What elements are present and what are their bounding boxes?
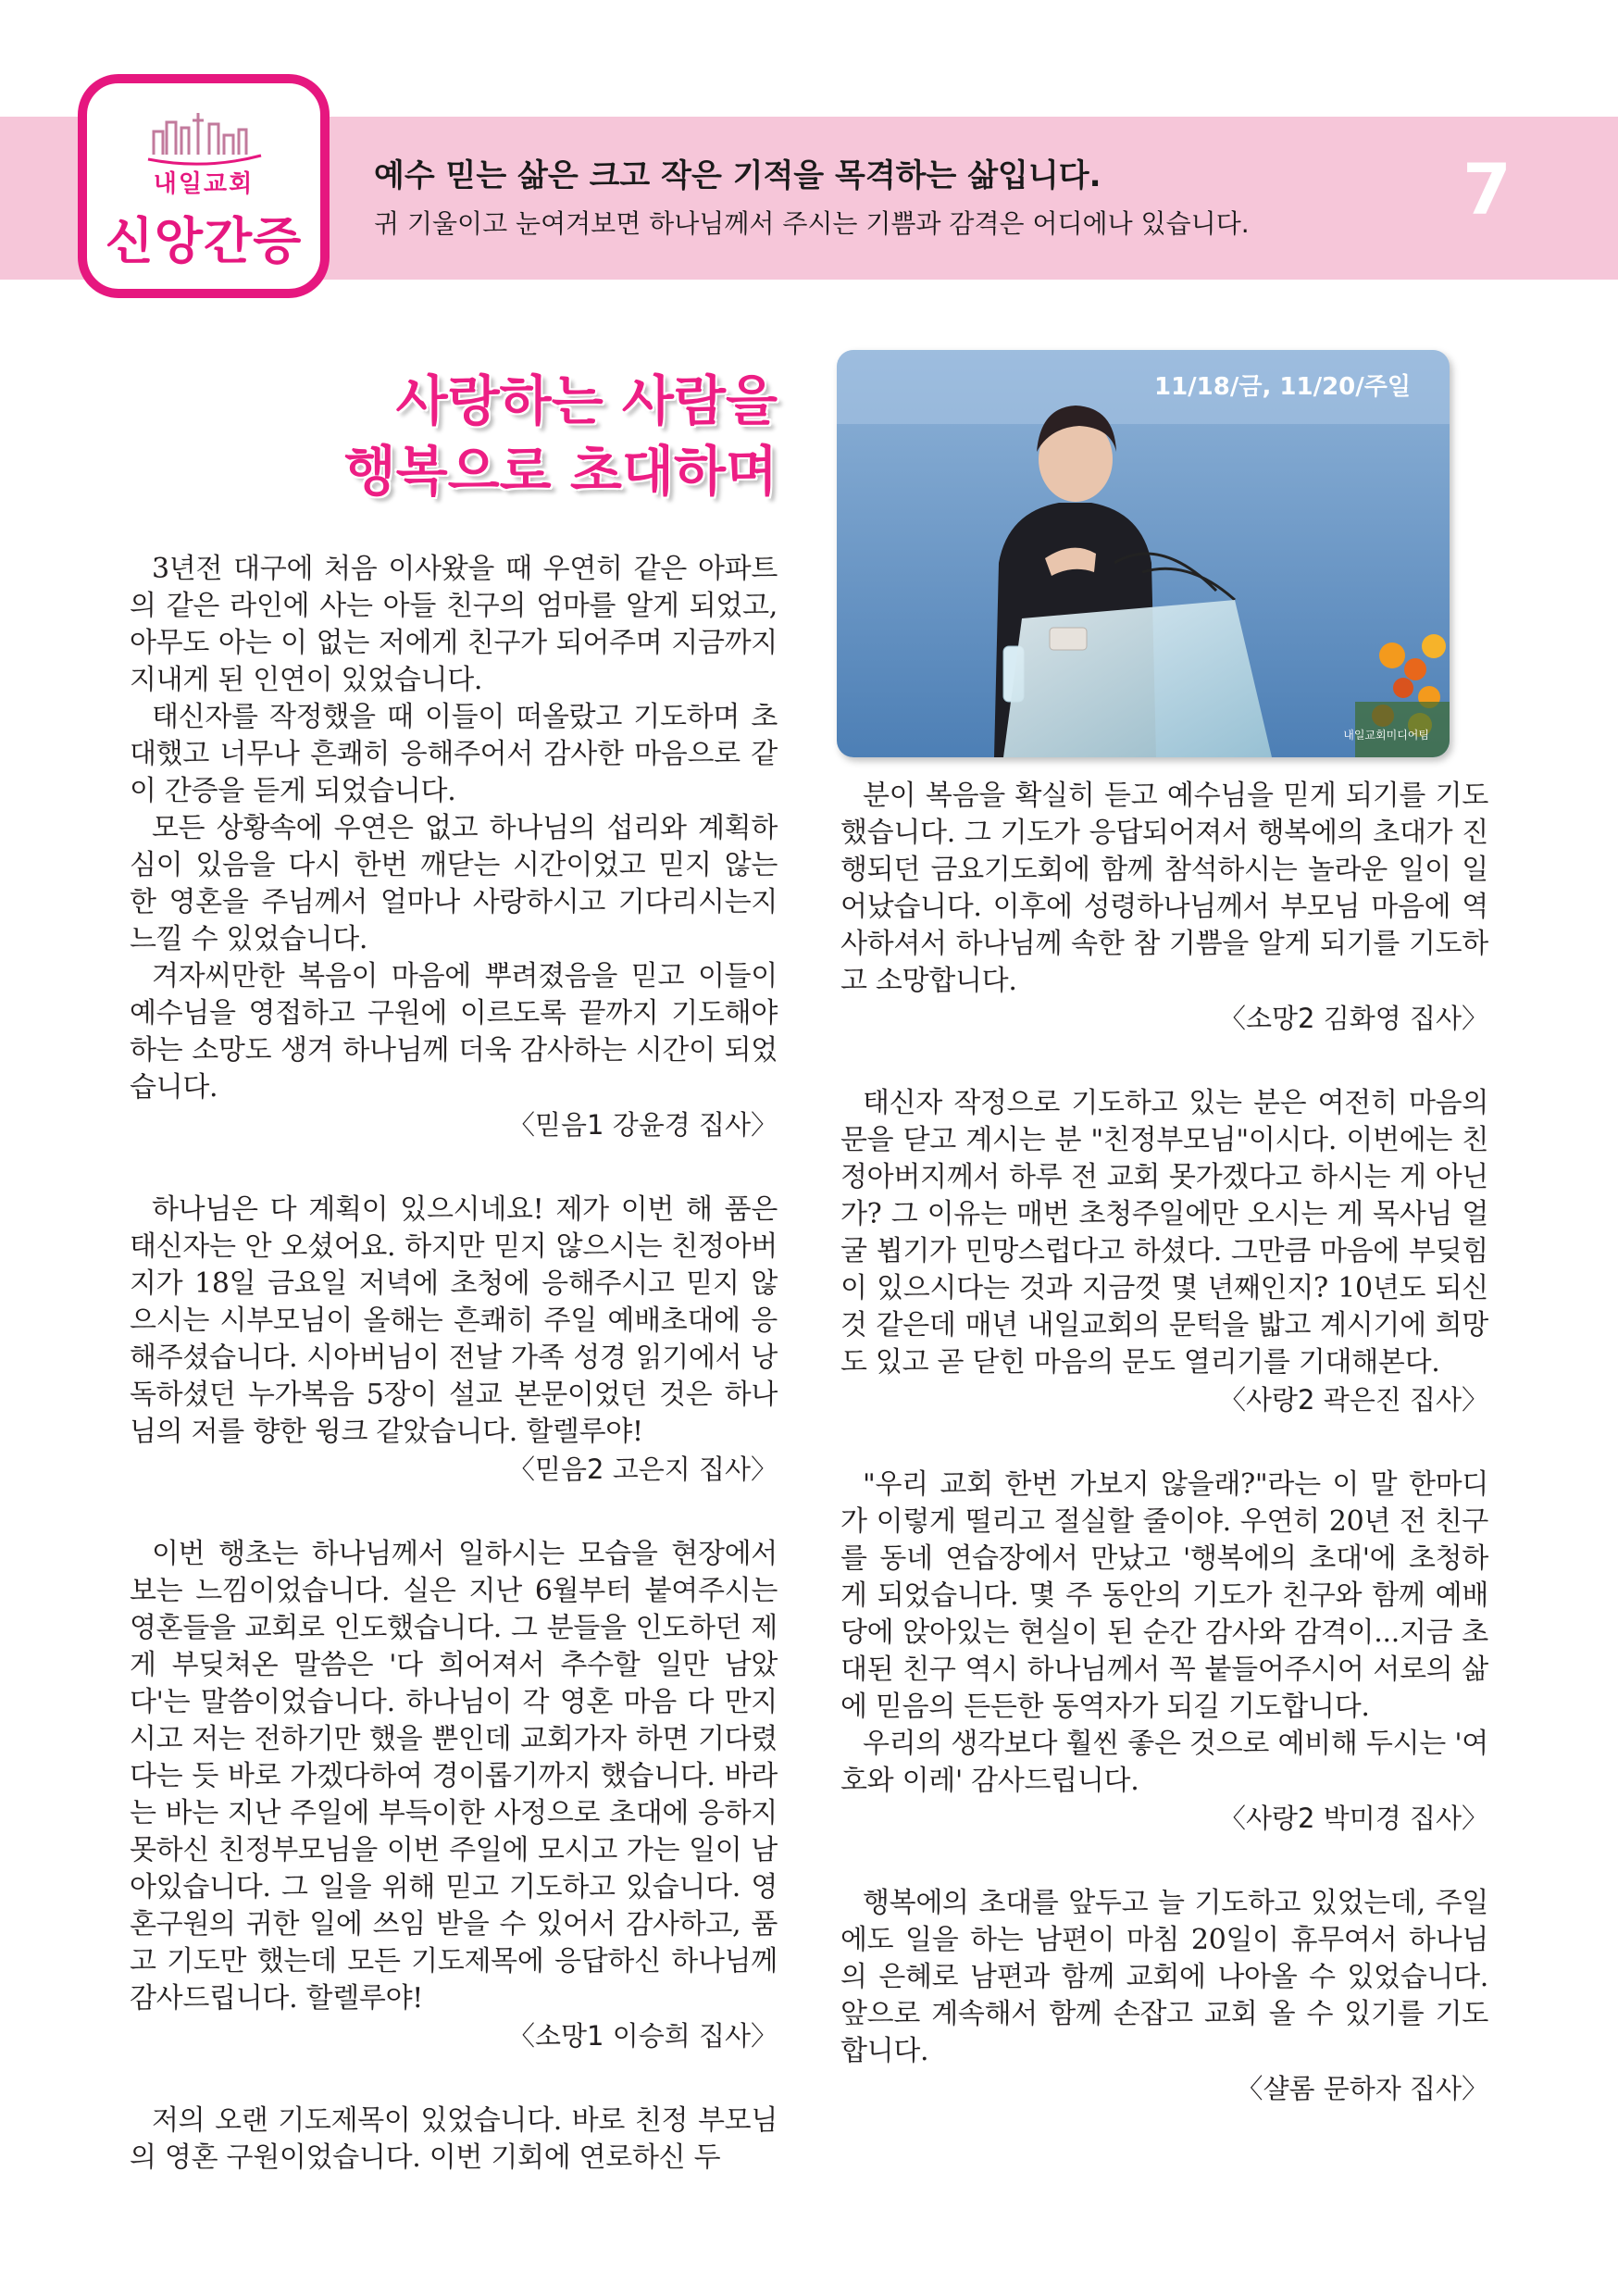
testimony-section [130,551,778,1143]
page-subline: 귀 기울이고 눈여겨보면 하나님께서 주시는 기쁨과 감격은 어디에나 있습니다. [374,208,1250,239]
speaker-photo-illustration [837,350,1450,757]
testimony-signature: 〈소망1 이승희 집사〉 [508,2020,778,2052]
testimony-paragraph: 우리의 생각보다 훨씬 좋은 것으로 예비해 두시는 '여호와 이레' 감사드립니다. [840,1728,1488,1797]
testimony-paragraph: 저의 오랜 기도제목이 있었습니다. 바로 친정 부모님의 영혼 구원이었습니다. 이번 기회에 연로하신 두 [130,2104,778,2174]
testimony-paragraph: 태신자를 작정했을 때 이들이 떠올랐고 기도하며 초대했고 너무나 흔쾌히 응해주어서 감사한 마음으로 같이 간증을 듣게 되었습니다. [130,701,778,807]
testimony-paragraph: 행복에의 초대를 앞두고 늘 기도하고 있었는데, 주일에도 일을 하는 남편이 마침 20일이 휴무여서 하나님의 은혜로 남편과 함께 교회에 나아올 수 있었습니다. 앞으로 계속해서 함께 손잡고 교회 올 수 있기를 기도합니다. [840,1887,1488,2067]
testimony-paragraph: 하나님은 다 계획이 있으시네요! 제가 이번 해 품은 태신자는 안 오셨어요. 하지만 믿지 않으시는 친정아버지가 18일 금요일 저녁에 초청에 응해주시고 믿지 않으시는 시부모님이 올해는 흔쾌히 주일 예배초대에 응해주셨습니다. 시아버님이 전날 가족 성경 읽기에서 낭독하셨던 누가복음 5장이 설교 본문이었던 것은 하나님의 저를 향한 윙크 같았습니다. 할렐루야! [130,1193,778,1448]
testimony-paragraph: 분이 복음을 확실히 듣고 예수님을 믿게 되기를 기도했습니다. 그 기도가 응답되어져서 행복에의 초대가 진행되던 금요기도회에 함께 참석하시는 놀라운 일이 일어났습니다. 이후에 성령하나님께서 부모님 마음에 역사하셔서 하나님께 속한 참 기쁨을 알게 되기를 기도하고 소망합니다. [840,780,1488,997]
right-column [840,778,1488,2155]
testimony-section [840,1085,1488,1418]
church-name: 내일교회 [153,170,255,198]
article-title-line-1: 사랑하는 사람을 [395,369,778,432]
testimony-section [130,1192,778,1488]
testimony-section [840,1466,1488,1837]
page-number: 7 [1462,148,1512,231]
testimony-signature: 〈사랑2 박미경 집사〉 [1219,1803,1488,1834]
testimony-paragraph: 겨자씨만한 복음이 마음에 뿌려졌음을 믿고 이들이 예수님을 영접하고 구원에 이르도록 끝까지 기도해야 하는 소망도 생겨 하나님께 더욱 감사하는 시간이 되었습니다. [130,960,778,1104]
testimony-signature: 〈소망2 김화영 집사〉 [1219,1003,1488,1034]
section-badge [78,74,330,298]
testimony-signature: 〈믿음2 고은지 집사〉 [508,1454,778,1485]
podium [1003,600,1272,757]
left-column [130,551,778,2177]
photo-banner-text: 11/18/금, 11/20/주일 [1154,373,1411,401]
speaker-photo [837,350,1450,757]
testimony-section [130,2103,778,2177]
testimony-paragraph: "우리 교회 한번 가보지 않을래?"라는 이 말 한마디가 이렇게 떨리고 절실할 줄이야. 우연히 20년 전 친구를 동네 연습장에서 만났고 '행복에의 초대'에 초청하게 되었습니다. 몇 주 동안의 기도가 친구와 함께 예배당에 앉아있는 현실이 된 순간 감사와 감격이...지금 초대된 친구 역시 하나님께서 꼭 붙들어주시어 서로의 삶에 믿음의 든든한 동역자가 되길 기도합니다. [840,1468,1488,1723]
photo-watermark: 내일교회미디어팀 [1343,729,1429,742]
church-logo-icon [144,104,265,168]
testimony-section [840,1885,1488,2107]
testimony-signature: 〈샬롬 문하자 집사〉 [1236,2073,1488,2104]
testimony-paragraph: 모든 상황속에 우연은 없고 하나님의 섭리와 계획하심이 있음을 다시 한번 깨닫는 시간이었고 믿지 않는 한 영혼을 주님께서 얼마나 사랑하시고 기다리시는지 느낄 수 있었습니다. [130,812,778,955]
section-label: 신앙간증 [105,212,303,270]
article-title-line-2: 행복으로 초대하며 [343,440,778,503]
testimony-section [130,1536,778,2054]
page-headline: 예수 믿는 삶은 크고 작은 기적을 목격하는 삶입니다. [374,157,1101,194]
testimony-signature: 〈사랑2 곽은진 집사〉 [1219,1384,1488,1416]
testimony-signature: 〈믿음1 강윤경 집사〉 [508,1109,778,1141]
testimony-section [840,778,1488,1037]
testimony-paragraph: 3년전 대구에 처음 이사왔을 때 우연히 같은 아파트의 같은 라인에 사는 아들 친구의 엄마를 알게 되었고, 아무도 아는 이 없는 저에게 친구가 되어주며 지금까지 지내게 된 인연이 있었습니다. [130,553,778,696]
testimony-paragraph: 이번 행초는 하나님께서 일하시는 모습을 현장에서 보는 느낌이었습니다. 실은 지난 6월부터 붙여주시는 영혼들을 교회로 인도했습니다. 그 분들을 인도하던 제게 부딪쳐온 말씀은 '다 희어져서 추수할 일만 남았다'는 말씀이었습니다. 하나님이 각 영혼 마음 다 만지시고 저는 전하기만 했을 뿐인데 교회가자 하면 기다렸다는 듯 바로 가겠다하여 경이롭기까지 했습니다. 바라는 바는 지난 주일에 부득이한 사정으로 초대에 응하지 못하신 친정부모님을 이번 주일에 모시고 가는 일이 남아있습니다. 그 일을 위해 믿고 기도하고 있습니다. 영혼구원의 귀한 일에 쓰임 받을 수 있어서 감사하고, 품고 기도만 했는데 모든 기도제목에 응답하신 하나님께 감사드립니다. 할렐루야! [130,1538,778,2015]
testimony-paragraph: 태신자 작정으로 기도하고 있는 분은 여전히 마음의 문을 닫고 계시는 분 "친정부모님"이시다. 이번에는 친정아버지께서 하루 전 교회 못가겠다고 하시는 게 아닌가? 그 이유는 매번 초청주일에만 오시는 게 목사님 얼굴 뵙기가 민망스럽다고 하셨다. 그만큼 마음에 부딪힘이 있으시다는 것과 지금껏 몇 년째인지? 10년도 되신 것 같은데 매년 내일교회의 문턱을 밟고 계시기에 희망도 있고 곧 닫힌 마음의 문도 열리기를 기대해본다. [840,1087,1488,1379]
